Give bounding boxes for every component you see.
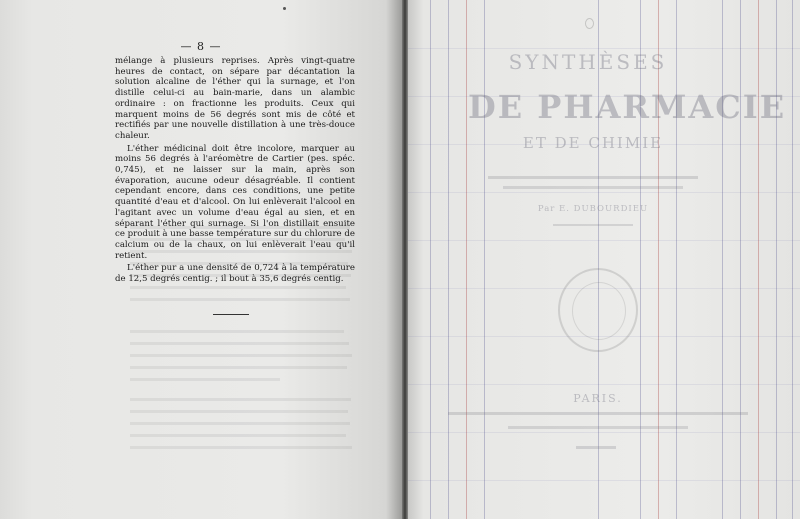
ledger-line [758,0,759,519]
bleed-through-line [130,342,349,345]
ghost-year-line [576,446,616,449]
ghost-subtitle-line [488,176,698,179]
ghost-author: Par E. DUBOURDIEU [537,204,649,214]
ink-dot [283,7,286,10]
right-page [408,0,800,519]
ledger-line [792,0,793,519]
bleed-through-line [130,354,352,357]
ledger-row-line [408,384,800,385]
ghost-title-line3: ET DE CHIMIE [522,134,664,152]
ledger-row-line [408,432,800,433]
ghost-title-line1: SYNTHÈSES [508,50,668,74]
ghost-address-line [508,426,688,429]
ledger-line [676,0,677,519]
ledger-line [722,0,723,519]
bleed-through-line [130,378,280,381]
bleed-through-line [130,366,347,369]
ledger-row-line [408,240,800,241]
ornament-mark [585,18,594,29]
ghost-affiliation-line [553,224,633,226]
ledger-line [740,0,741,519]
ledger-line [658,0,659,519]
paragraph: L'éther médicinal doit être incolore, marquer au moins 56 degrés à l'aréomètre de Cartier (pes. spéc. 0,745), et ne laisser sur la main, après son évaporation, aucune odeur désagréable. Il contient cependant encore, dans ces conditions, une petite quantité d'eau et d'alcool. On lui enlèverait l'alcool en l'agitant avec un volume d'eau égal au sien, et en séparant l'éther qui surnage. Si l'on distillait ensuite ce produit à une basse température sur du chlorure de calcium ou de la chaux, on lui enlèverait l'eau qu'il retient. [115,143,355,261]
bleed-through-line [130,434,346,437]
body-text [115,56,355,287]
ghost-publisher-line [448,412,748,415]
bleed-through-line [130,410,348,413]
ghost-subtitle-line [503,186,683,189]
ledger-row-line [408,48,800,49]
ghost-city: PARIS. [573,392,623,405]
paragraph: L'éther pur a une densité de 0,724 à la température de 12,5 degrés centig. ; il bout à 35,6 degrés centig. [115,263,355,285]
ledger-line [640,0,641,519]
ledger-row-line [408,192,800,193]
bleed-through-line [130,446,352,449]
bleed-through-line [130,398,351,401]
ledger-line [598,0,599,519]
ledger-line [448,0,449,519]
ledger-line [430,0,431,519]
section-rule [213,314,249,315]
ledger-line [484,0,485,519]
seal-inner-ring [572,282,626,340]
page-number: — 8 — [180,40,222,53]
ledger-line [776,0,777,519]
bleed-through-line [130,422,350,425]
paragraph: mélange à plusieurs reprises. Après vingt-quatre heures de contact, on sépare par décantation la solution alcaline de l'éther qui la surnage, et l'on distille celui-ci au bain-marie, dans un alambic ordinaire : on fractionne les produits. Ceux qui marquent moins de 56 degrés sont mis de côté et rectifiés par une nouvelle distillation à une très-douce chaleur. [115,56,355,141]
pharmacy-school-seal [558,268,638,352]
ledger-row-line [408,480,800,481]
bleed-through-line [130,330,344,333]
bleed-through-line [130,298,350,301]
ledger-line [466,0,467,519]
ghost-title-line2: DE PHARMACIE [468,88,787,126]
